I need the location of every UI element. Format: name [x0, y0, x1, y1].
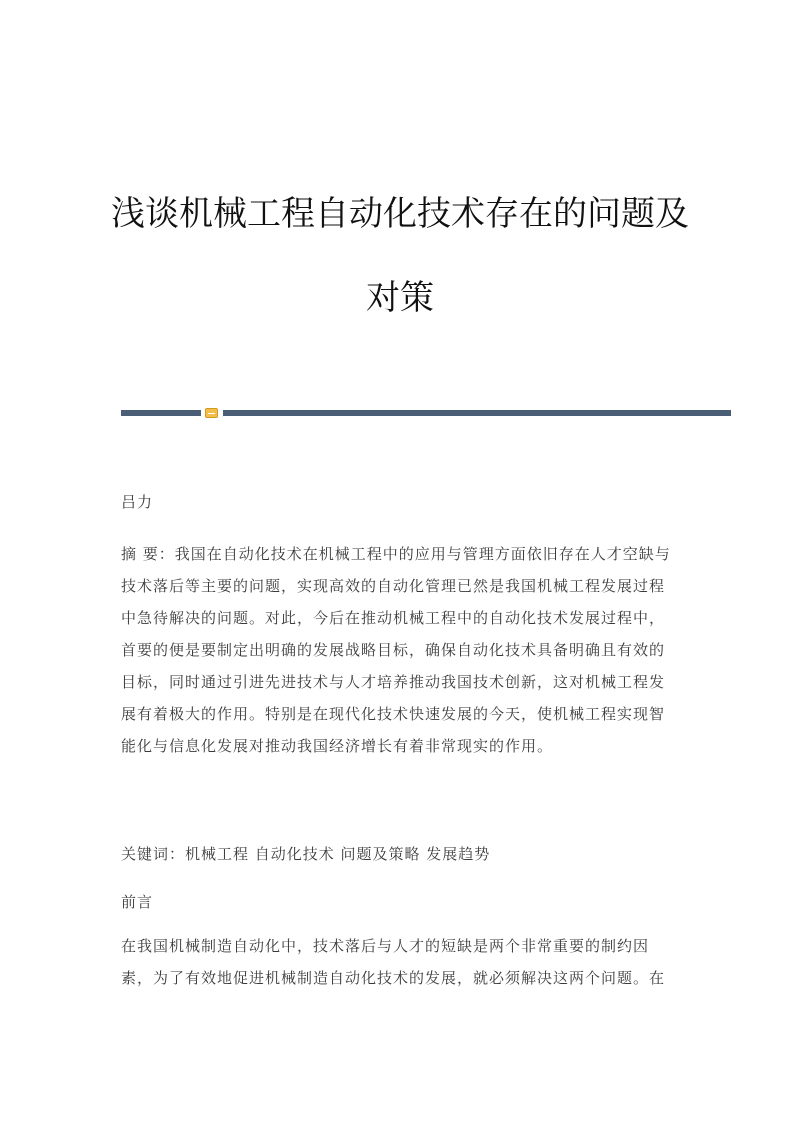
abstract-line: 能化与信息化发展对推动我国经济增长有着非常现实的作用。	[121, 737, 554, 755]
body-paragraph	[121, 930, 681, 994]
document-title-line-2: 对策	[366, 278, 434, 318]
document-title-line-1: 浅谈机械工程自动化技术存在的问题及	[111, 194, 689, 234]
divider-emblem-icon	[205, 408, 218, 418]
abstract-line: 中急待解决的问题。对此，今后在推动机械工程中的自动化技术发展过程中，	[121, 609, 666, 627]
preface-heading: 前言	[121, 893, 154, 911]
abstract-line: 摘 要：我国在自动化技术在机械工程中的应用与管理方面依旧存在人才空缺与	[121, 545, 671, 563]
divider-bar-left	[121, 410, 201, 416]
divider-bar-right	[223, 410, 731, 416]
abstract-line: 展有着极大的作用。特别是在现代化技术快速发展的今天，使机械工程实现智	[121, 705, 666, 723]
keywords: 关键词：机械工程 自动化技术 问题及策略 发展趋势	[121, 845, 491, 863]
body-line: 素，为了有效地促进机械制造自动化技术的发展，就必须解决这两个问题。在	[121, 969, 666, 987]
title-divider	[121, 408, 731, 418]
abstract-line: 首要的便是要制定出明确的发展战略目标，确保自动化技术具备明确且有效的	[121, 641, 666, 659]
author-name: 吕力	[121, 493, 154, 511]
body-line: 在我国机械制造自动化中，技术落后与人才的短缺是两个非常重要的制约因	[121, 937, 650, 955]
abstract-paragraph	[121, 538, 681, 762]
abstract-line: 技术落后等主要的问题，实现高效的自动化管理已然是我国机械工程发展过程	[121, 577, 666, 595]
abstract-line: 目标，同时通过引进先进技术与人才培养推动我国技术创新，这对机械工程发	[121, 673, 666, 691]
